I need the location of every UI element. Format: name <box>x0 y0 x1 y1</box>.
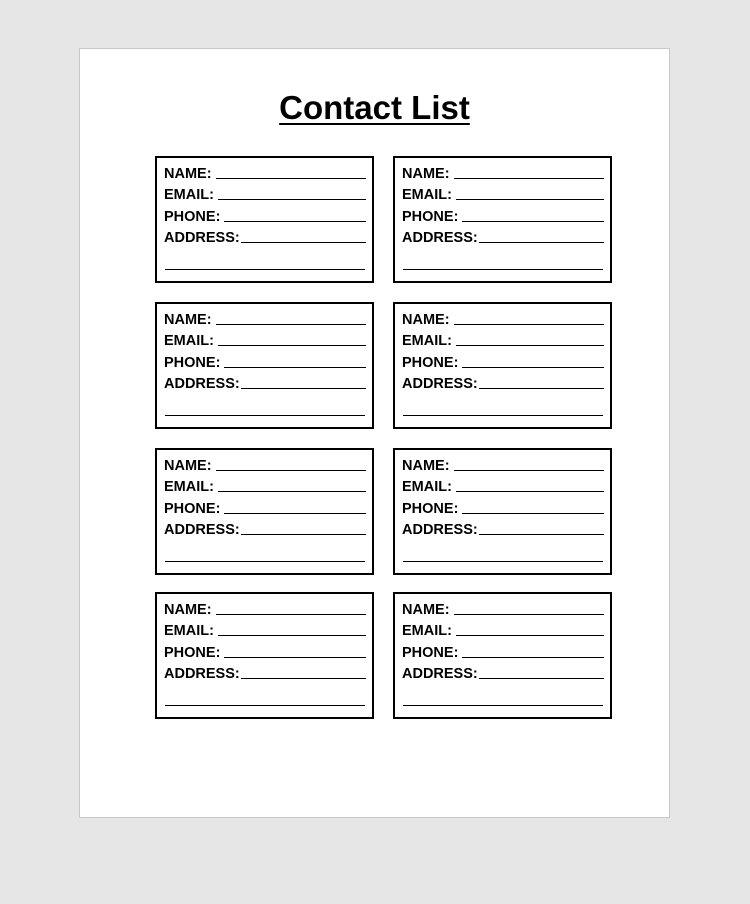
email-field-line[interactable] <box>218 635 366 636</box>
address-row <box>402 225 604 247</box>
email-row <box>402 618 604 640</box>
address-field-line[interactable] <box>241 242 366 243</box>
name-label: NAME: <box>164 601 212 618</box>
name-row <box>164 596 366 618</box>
address-continuation-line[interactable] <box>165 561 365 562</box>
address-label: ADDRESS: <box>402 230 478 246</box>
address-field-line[interactable] <box>241 388 366 389</box>
phone-field-line[interactable] <box>462 221 604 222</box>
address-continuation-line[interactable] <box>403 415 603 416</box>
email-label: EMAIL: <box>164 333 214 349</box>
phone-field-line[interactable] <box>224 657 366 658</box>
name-label: NAME: <box>164 311 212 328</box>
phone-row <box>402 203 604 225</box>
address-row <box>164 517 366 539</box>
document-page <box>79 48 670 818</box>
contact-card <box>393 448 612 575</box>
phone-label: PHONE: <box>402 208 459 225</box>
address-row <box>402 661 604 683</box>
phone-field-line[interactable] <box>462 657 604 658</box>
contact-card <box>155 302 374 429</box>
contact-card <box>393 302 612 429</box>
address-continuation-line[interactable] <box>165 705 365 706</box>
phone-label: PHONE: <box>164 354 221 371</box>
email-label: EMAIL: <box>402 623 452 639</box>
name-field-line[interactable] <box>216 470 366 471</box>
address-label: ADDRESS: <box>402 376 478 392</box>
contact-card <box>393 156 612 283</box>
name-field-line[interactable] <box>216 178 366 179</box>
email-label: EMAIL: <box>402 479 452 495</box>
contact-card <box>155 448 374 575</box>
address-row <box>402 517 604 539</box>
name-field-line[interactable] <box>454 470 604 471</box>
email-field-line[interactable] <box>456 199 604 200</box>
address-label: ADDRESS: <box>164 522 240 538</box>
phone-label: PHONE: <box>164 500 221 517</box>
name-field-line[interactable] <box>454 178 604 179</box>
phone-label: PHONE: <box>402 644 459 661</box>
address-label: ADDRESS: <box>402 666 478 682</box>
address-row <box>164 371 366 393</box>
email-field-line[interactable] <box>456 345 604 346</box>
email-label: EMAIL: <box>402 187 452 203</box>
name-row <box>402 452 604 474</box>
email-row <box>164 328 366 350</box>
page-title: Contact List <box>279 89 470 126</box>
address-field-line[interactable] <box>479 534 604 535</box>
phone-field-line[interactable] <box>224 367 366 368</box>
contact-card <box>155 156 374 283</box>
email-label: EMAIL: <box>402 333 452 349</box>
phone-row <box>402 639 604 661</box>
address-continuation-line[interactable] <box>403 269 603 270</box>
phone-row <box>402 495 604 517</box>
address-label: ADDRESS: <box>402 522 478 538</box>
address-continuation-row <box>402 538 604 564</box>
name-row <box>402 596 604 618</box>
email-label: EMAIL: <box>164 187 214 203</box>
email-row <box>402 182 604 204</box>
name-label: NAME: <box>402 165 450 182</box>
address-field-line[interactable] <box>479 388 604 389</box>
email-row <box>164 618 366 640</box>
phone-field-line[interactable] <box>224 513 366 514</box>
address-continuation-line[interactable] <box>165 415 365 416</box>
name-label: NAME: <box>402 457 450 474</box>
contact-card <box>393 592 612 719</box>
phone-field-line[interactable] <box>462 367 604 368</box>
email-row <box>164 182 366 204</box>
name-field-line[interactable] <box>454 614 604 615</box>
address-continuation-row <box>164 682 366 708</box>
address-label: ADDRESS: <box>164 376 240 392</box>
name-row <box>164 306 366 328</box>
email-field-line[interactable] <box>218 491 366 492</box>
phone-label: PHONE: <box>402 354 459 371</box>
address-continuation-row <box>164 392 366 418</box>
address-continuation-row <box>402 392 604 418</box>
phone-row <box>164 495 366 517</box>
address-continuation-line[interactable] <box>165 269 365 270</box>
phone-label: PHONE: <box>164 208 221 225</box>
name-label: NAME: <box>402 311 450 328</box>
address-continuation-row <box>164 246 366 272</box>
address-continuation-line[interactable] <box>403 561 603 562</box>
email-field-line[interactable] <box>456 635 604 636</box>
address-field-line[interactable] <box>241 678 366 679</box>
phone-row <box>164 203 366 225</box>
name-label: NAME: <box>164 165 212 182</box>
phone-field-line[interactable] <box>224 221 366 222</box>
phone-row <box>164 639 366 661</box>
name-field-line[interactable] <box>216 324 366 325</box>
address-row <box>164 661 366 683</box>
address-row <box>402 371 604 393</box>
address-row <box>164 225 366 247</box>
email-row <box>402 474 604 496</box>
address-label: ADDRESS: <box>164 230 240 246</box>
address-field-line[interactable] <box>479 678 604 679</box>
email-field-line[interactable] <box>218 345 366 346</box>
address-continuation-row <box>164 538 366 564</box>
name-row <box>402 160 604 182</box>
name-field-line[interactable] <box>454 324 604 325</box>
contact-card <box>155 592 374 719</box>
phone-row <box>402 349 604 371</box>
email-row <box>402 328 604 350</box>
email-label: EMAIL: <box>164 623 214 639</box>
email-field-line[interactable] <box>218 199 366 200</box>
address-continuation-row <box>402 246 604 272</box>
name-row <box>164 160 366 182</box>
email-field-line[interactable] <box>456 491 604 492</box>
address-continuation-line[interactable] <box>403 705 603 706</box>
email-label: EMAIL: <box>164 479 214 495</box>
address-field-line[interactable] <box>241 534 366 535</box>
address-field-line[interactable] <box>479 242 604 243</box>
name-label: NAME: <box>164 457 212 474</box>
name-row <box>402 306 604 328</box>
name-row <box>164 452 366 474</box>
address-continuation-row <box>402 682 604 708</box>
phone-field-line[interactable] <box>462 513 604 514</box>
address-label: ADDRESS: <box>164 666 240 682</box>
name-field-line[interactable] <box>216 614 366 615</box>
name-label: NAME: <box>402 601 450 618</box>
email-row <box>164 474 366 496</box>
phone-label: PHONE: <box>402 500 459 517</box>
phone-row <box>164 349 366 371</box>
phone-label: PHONE: <box>164 644 221 661</box>
